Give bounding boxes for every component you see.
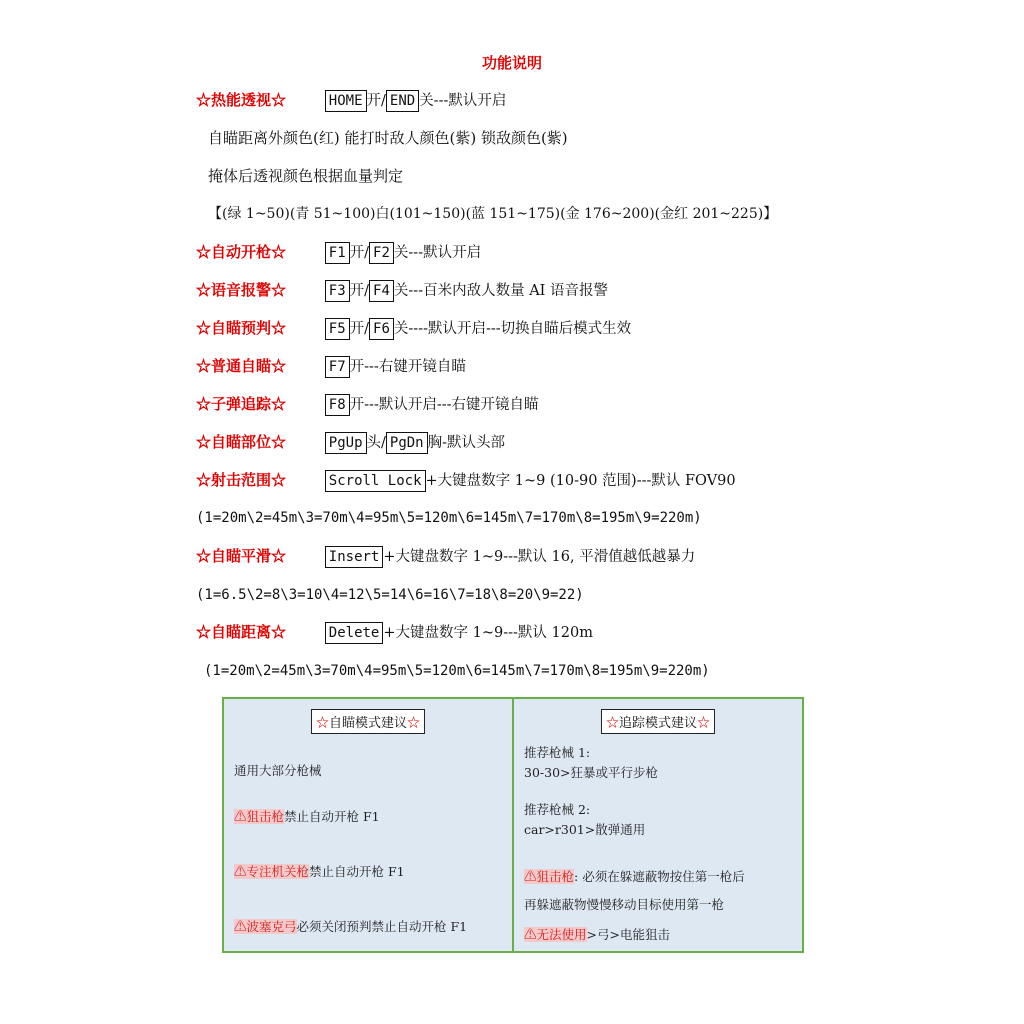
feature-label: ☆自瞄预判☆ bbox=[196, 319, 287, 337]
warning-text: >弓>电能狙击 bbox=[586, 927, 670, 942]
star-icon: ☆ bbox=[697, 716, 711, 731]
row-fire-range bbox=[196, 467, 736, 493]
sniper-warning bbox=[524, 867, 745, 885]
feature-desc: 关---百米内敌人数量 AI 语音报警 bbox=[393, 283, 609, 299]
tracking-mode-box-title bbox=[601, 709, 715, 734]
recommend-2-guns: car>r301>散弹通用 bbox=[524, 822, 646, 837]
key-pgup: PgUp bbox=[325, 432, 367, 454]
cover-note: 掩体后透视颜色根据血量判定 bbox=[208, 167, 404, 185]
smooth-values bbox=[196, 581, 584, 607]
recommend-2-label: 推荐枪械 2: bbox=[524, 802, 591, 817]
key-end: END bbox=[386, 90, 419, 112]
row-aim-distance bbox=[196, 619, 593, 645]
warning-text: 禁止自动开枪 F1 bbox=[284, 809, 380, 824]
key-scroll-lock: Scroll Lock bbox=[325, 470, 426, 492]
row-aim-smooth bbox=[196, 543, 695, 569]
recommend-1-guns: 30-30>狂暴或平行步枪 bbox=[524, 765, 659, 780]
key-separator: 开/ bbox=[349, 245, 370, 261]
feature-desc: 胸-默认头部 bbox=[427, 435, 506, 451]
feature-label: ☆子弹追踪☆ bbox=[196, 395, 287, 413]
key-separator: 头/ bbox=[366, 435, 386, 451]
key-f5: F5 bbox=[325, 318, 350, 340]
row-aim-part bbox=[196, 429, 505, 455]
distance-values bbox=[204, 657, 710, 683]
row-aim-prediction bbox=[196, 315, 631, 341]
key-f2: F2 bbox=[369, 242, 394, 264]
warning-label: ⚠狙击枪 bbox=[234, 809, 285, 824]
tracking-mode-suggestion-box bbox=[512, 697, 804, 953]
row-normal-aim bbox=[196, 353, 466, 379]
feature-desc: +大键盘数字 1~9 (10-90 范围)---默认 FOV90 bbox=[425, 473, 736, 489]
feature-label: ☆射击范围☆ bbox=[196, 471, 287, 489]
warning-label: ⚠狙击枪 bbox=[524, 869, 575, 884]
recommend-1-label: 推荐枪械 1: bbox=[524, 745, 591, 760]
warning-text: 必须关闭预判禁止自动开枪 F1 bbox=[296, 919, 468, 934]
feature-label: ☆语音报警☆ bbox=[196, 281, 287, 299]
key-f1: F1 bbox=[325, 242, 350, 264]
feature-label: ☆普通自瞄☆ bbox=[196, 357, 287, 375]
key-f6: F6 bbox=[369, 318, 394, 340]
key-delete: Delete bbox=[325, 622, 384, 644]
warning-text: 禁止自动开枪 F1 bbox=[309, 864, 405, 879]
page-title: 功能说明 bbox=[481, 54, 542, 72]
feature-label: ☆自动开枪☆ bbox=[196, 243, 287, 261]
aim-mode-suggestion-box bbox=[222, 697, 514, 953]
feature-desc: +大键盘数字 1~9---默认 16, 平滑值越低越暴力 bbox=[383, 549, 696, 565]
smooth-values-text: (1=6.5\2=8\3=10\4=12\5=14\6=16\7=18\8=20\9=22) bbox=[196, 587, 584, 603]
warning-label: ⚠波塞克弓 bbox=[234, 919, 297, 934]
range-values-text: (1=20m\2=45m\3=70m\4=95m\5=120m\6=145m\7=170m\8=195m\9=220m) bbox=[196, 510, 702, 526]
row-auto-fire bbox=[196, 239, 481, 265]
row-thermal-vision bbox=[196, 87, 506, 113]
sniper-warning bbox=[234, 807, 380, 825]
box-title-text: 自瞄模式建议 bbox=[328, 716, 408, 731]
row-voice-alert bbox=[196, 277, 608, 303]
feature-desc: 关---默认开启 bbox=[419, 93, 507, 109]
key-separator: 开/ bbox=[349, 321, 370, 337]
hp-color-ranges: 【(绿 1~50)(青 51~100)白(101~150)(蓝 151~175)(金 176~200)(金红 201~225)】 bbox=[208, 206, 778, 222]
key-f7: F7 bbox=[325, 356, 350, 378]
key-home: HOME bbox=[325, 90, 367, 112]
key-separator: 开/ bbox=[349, 283, 370, 299]
star-icon: ☆ bbox=[315, 716, 329, 731]
warning-label: ⚠专注机关枪 bbox=[234, 864, 310, 879]
unusable-warning bbox=[524, 925, 670, 943]
feature-desc: 开---右键开镜自瞄 bbox=[349, 359, 466, 375]
box-title-text: 追踪模式建议 bbox=[618, 716, 698, 731]
key-f8: F8 bbox=[325, 394, 350, 416]
row-bullet-tracking bbox=[196, 391, 539, 417]
range-values bbox=[196, 505, 702, 531]
feature-desc: 开---默认开启---右键开镜自瞄 bbox=[349, 397, 539, 413]
feature-desc: 关---默认开启 bbox=[393, 245, 482, 261]
sniper-warning-cont: 再躲遮蔽物慢慢移动目标使用第一枪 bbox=[524, 897, 725, 912]
feature-desc: +大键盘数字 1~9---默认 120m bbox=[383, 625, 593, 641]
distance-values-text: (1=20m\2=45m\3=70m\4=95m\5=120m\6=145m\7=170m\8=195m\9=220m) bbox=[204, 663, 710, 679]
color-note: 自瞄距离外颜色(红) 能打时敌人颜色(紫) 锁敌颜色(紫) bbox=[208, 129, 568, 147]
feature-label: ☆自瞄距离☆ bbox=[196, 623, 287, 641]
star-icon: ☆ bbox=[605, 716, 619, 731]
aim-mode-box-title bbox=[311, 709, 425, 734]
key-f3: F3 bbox=[325, 280, 350, 302]
feature-label: ☆热能透视☆ bbox=[196, 91, 287, 109]
warning-text: : 必须在躲遮蔽物按住第一枪后 bbox=[574, 869, 745, 884]
bocek-warning bbox=[234, 917, 467, 935]
general-guns-note: 通用大部分枪械 bbox=[234, 763, 322, 778]
devotion-warning bbox=[234, 862, 405, 880]
star-icon: ☆ bbox=[407, 716, 421, 731]
key-pgdn: PgDn bbox=[386, 432, 428, 454]
feature-label: ☆自瞄平滑☆ bbox=[196, 547, 287, 565]
feature-label: ☆自瞄部位☆ bbox=[196, 433, 287, 451]
warning-label: ⚠无法使用 bbox=[524, 927, 587, 942]
key-separator: 开/ bbox=[366, 93, 386, 109]
key-insert: Insert bbox=[325, 546, 384, 568]
key-f4: F4 bbox=[369, 280, 394, 302]
feature-desc: 关----默认开启---切换自瞄后模式生效 bbox=[393, 321, 632, 337]
